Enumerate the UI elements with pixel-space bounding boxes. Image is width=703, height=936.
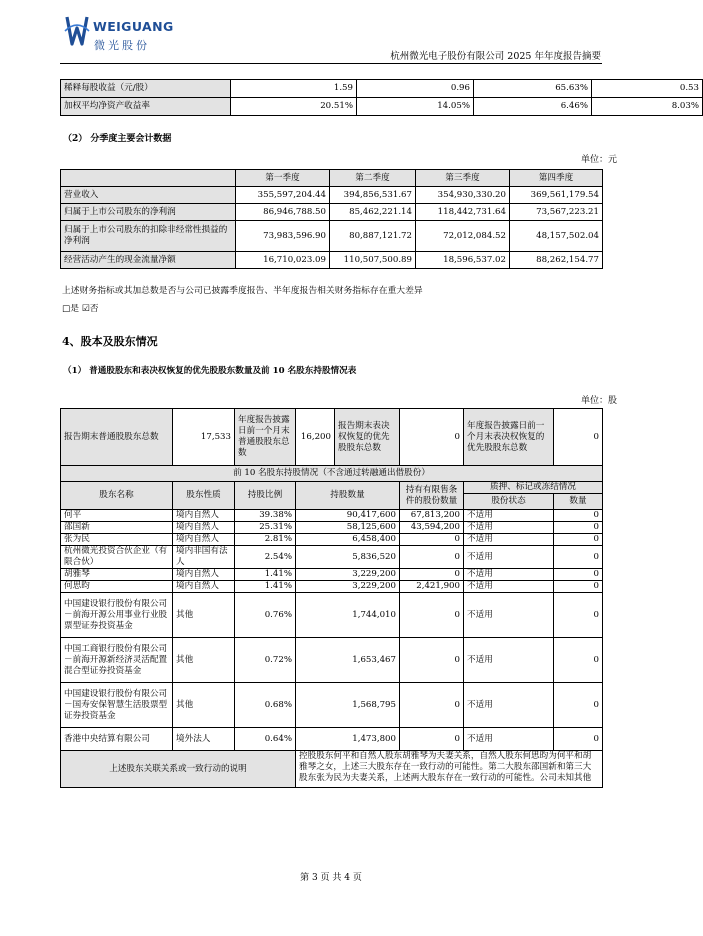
cell: 0.53 — [592, 80, 703, 98]
shareholders-table — [60, 408, 603, 788]
holder-restricted: 67,813,200 — [400, 510, 464, 522]
cell: 8.03% — [592, 98, 703, 116]
holder-status: 不适用 — [464, 593, 554, 638]
holder-restricted: 43,594,200 — [400, 522, 464, 534]
eps-table — [60, 79, 703, 116]
holder-ratio: 0.68% — [235, 683, 296, 728]
holder-restricted: 0 — [400, 534, 464, 546]
cell: 48,157,502.04 — [510, 221, 603, 252]
table-row — [61, 80, 703, 98]
table-row — [61, 204, 603, 221]
holder-ratio: 1.41% — [235, 581, 296, 593]
relation-text: 控股股东何平和自然人股东胡雅琴为夫妻关系，自然人股东何思昀为何平和胡雅琴之女，上述三大股东存在一致行动的可能性。第二大股东邵国新和第三大股东张为民为夫妻关系，上述两大股东存在一致行动的可能性。公司未知其他 — [296, 751, 603, 788]
column-header: 持有有限售条件的股份数量 — [400, 482, 464, 510]
cell: 1.59 — [231, 80, 357, 98]
holder-restricted: 0 — [400, 638, 464, 683]
column-header: 持股比例 — [235, 482, 296, 510]
holder-name: 杭州微光投资合伙企业（有限合伙） — [61, 546, 173, 569]
row-label: 稀释每股收益（元/股） — [61, 80, 231, 98]
cell: 6.46% — [474, 98, 592, 116]
summary-value: 0 — [554, 409, 603, 466]
cell: 65.63% — [474, 80, 592, 98]
holder-amount: 0 — [554, 534, 603, 546]
holder-amount: 0 — [554, 569, 603, 581]
cell: 85,462,221.14 — [330, 204, 416, 221]
holder-qty: 3,229,200 — [296, 581, 400, 593]
holder-nature: 其他 — [173, 683, 235, 728]
holder-status: 不适用 — [464, 581, 554, 593]
table-row — [61, 683, 603, 728]
holder-status: 不适用 — [464, 510, 554, 522]
holder-name: 中国建设银行股份有限公司－前海开源公用事业行业股票型证券投资基金 — [61, 593, 173, 638]
column-header: 持股数量 — [296, 482, 400, 510]
holder-nature: 其他 — [173, 638, 235, 683]
quarterly-heading: （2） 分季度主要会计数据 — [63, 134, 172, 144]
table-header-row — [61, 170, 603, 187]
column-header: 股份状态 — [464, 494, 554, 510]
summary-value: 17,533 — [173, 409, 235, 466]
row-label: 营业收入 — [61, 187, 236, 204]
cell: 0.96 — [357, 80, 474, 98]
cell: 73,567,223.21 — [510, 204, 603, 221]
table-row — [61, 728, 603, 751]
header-empty — [61, 170, 236, 187]
summary-label: 报告期末表决权恢复的优先股股东总数 — [335, 409, 400, 466]
holder-ratio: 39.38% — [235, 510, 296, 522]
discrepancy-answer: □是 ☑否 — [62, 304, 99, 314]
column-header: 股东名称 — [61, 482, 173, 510]
holder-amount: 0 — [554, 581, 603, 593]
holder-qty: 90,417,600 — [296, 510, 400, 522]
table-row — [61, 252, 603, 269]
holder-ratio: 2.81% — [235, 534, 296, 546]
holder-status: 不适用 — [464, 728, 554, 751]
holder-ratio: 0.64% — [235, 728, 296, 751]
table-header-row — [61, 482, 603, 494]
relation-row — [61, 751, 603, 788]
holder-name: 香港中央结算有限公司 — [61, 728, 173, 751]
column-header: 第四季度 — [510, 170, 603, 187]
holder-ratio: 2.54% — [235, 546, 296, 569]
holder-amount: 0 — [554, 638, 603, 683]
holder-restricted: 0 — [400, 569, 464, 581]
column-header: 数量 — [554, 494, 603, 510]
holder-ratio: 0.76% — [235, 593, 296, 638]
holder-ratio: 0.72% — [235, 638, 296, 683]
table-row — [61, 638, 603, 683]
shareholders-unit: 单位：股 — [580, 396, 617, 406]
holder-name: 张为民 — [61, 534, 173, 546]
logo-english-text: WEIGUANG — [93, 19, 174, 34]
table-row — [61, 569, 603, 581]
summary-value: 0 — [400, 409, 464, 466]
holder-restricted: 0 — [400, 593, 464, 638]
holder-nature: 境内非国有法人 — [173, 546, 235, 569]
holder-name: 何平 — [61, 510, 173, 522]
cell: 16,710,023.09 — [236, 252, 330, 269]
column-header: 第二季度 — [330, 170, 416, 187]
quarterly-unit: 单位：元 — [580, 155, 617, 165]
holder-nature: 境内自然人 — [173, 534, 235, 546]
table-row — [61, 510, 603, 522]
cell: 369,561,179.54 — [510, 187, 603, 204]
holder-qty: 1,473,800 — [296, 728, 400, 751]
table-row — [61, 187, 603, 204]
holder-amount: 0 — [554, 522, 603, 534]
holder-nature: 境内自然人 — [173, 522, 235, 534]
holder-status: 不适用 — [464, 534, 554, 546]
holder-qty: 58,125,600 — [296, 522, 400, 534]
holder-amount: 0 — [554, 546, 603, 569]
holder-name: 何思昀 — [61, 581, 173, 593]
summary-value: 16,200 — [296, 409, 335, 466]
summary-row — [61, 409, 603, 466]
subsection-title: （1） 普通股股东和表决权恢复的优先股股东数量及前 10 名股东持股情况表 — [63, 366, 357, 376]
holder-ratio: 1.41% — [235, 569, 296, 581]
column-header: 质押、标记或冻结情况 — [464, 482, 603, 494]
holder-status: 不适用 — [464, 683, 554, 728]
top10-title-row — [61, 466, 603, 482]
row-label: 归属于上市公司股东的净利润 — [61, 204, 236, 221]
weiguang-logo-icon — [64, 14, 90, 48]
cell: 355,597,204.44 — [236, 187, 330, 204]
summary-label: 报告期末普通股股东总数 — [61, 409, 173, 466]
holder-restricted: 0 — [400, 683, 464, 728]
holder-amount: 0 — [554, 728, 603, 751]
holder-qty: 1,744,010 — [296, 593, 400, 638]
table-row — [61, 534, 603, 546]
section-title: 4、股本及股东情况 — [62, 335, 158, 348]
table-row — [61, 546, 603, 569]
holder-restricted: 2,421,900 — [400, 581, 464, 593]
holder-ratio: 25.31% — [235, 522, 296, 534]
holder-status: 不适用 — [464, 522, 554, 534]
cell: 80,887,121.72 — [330, 221, 416, 252]
quarterly-table — [60, 169, 603, 269]
holder-status: 不适用 — [464, 569, 554, 581]
cell: 110,507,500.89 — [330, 252, 416, 269]
row-label: 经营活动产生的现金流量净额 — [61, 252, 236, 269]
summary-label: 年度报告披露日前一个月末表决权恢复的优先股股东总数 — [464, 409, 554, 466]
page-number: 第 3 页 共 4 页 — [300, 873, 362, 883]
holder-name: 中国建设银行股份有限公司－国寿安保智慧生活股票型证券投资基金 — [61, 683, 173, 728]
holder-nature: 境内自然人 — [173, 581, 235, 593]
column-header: 第三季度 — [416, 170, 510, 187]
logo-chinese-text: 微光股份 — [94, 39, 150, 52]
holder-amount: 0 — [554, 593, 603, 638]
holder-restricted: 0 — [400, 546, 464, 569]
table-row — [61, 593, 603, 638]
cell: 20.51% — [231, 98, 357, 116]
holder-nature: 其他 — [173, 593, 235, 638]
cell: 88,262,154.77 — [510, 252, 603, 269]
holder-amount: 0 — [554, 683, 603, 728]
holder-amount: 0 — [554, 510, 603, 522]
holder-restricted: 0 — [400, 728, 464, 751]
cell: 18,596,537.02 — [416, 252, 510, 269]
column-header: 股东性质 — [173, 482, 235, 510]
cell: 72,012,084.52 — [416, 221, 510, 252]
table-row — [61, 98, 703, 116]
row-label: 加权平均净资产收益率 — [61, 98, 231, 116]
holder-nature: 境内自然人 — [173, 569, 235, 581]
row-label: 归属于上市公司股东的扣除非经常性损益的净利润 — [61, 221, 236, 252]
cell: 86,946,788.50 — [236, 204, 330, 221]
cell: 73,983,596.90 — [236, 221, 330, 252]
holder-qty: 3,229,200 — [296, 569, 400, 581]
summary-label: 年度报告披露日前一个月末普通股股东总数 — [235, 409, 296, 466]
cell: 14.05% — [357, 98, 474, 116]
holder-status: 不适用 — [464, 638, 554, 683]
top10-title: 前 10 名股东持股情况（不含通过转融通出借股份） — [61, 466, 603, 482]
company-logo — [64, 14, 174, 54]
cell: 394,856,531.67 — [330, 187, 416, 204]
header-rule — [60, 63, 602, 64]
relation-label: 上述股东关联关系或一致行动的说明 — [61, 751, 296, 788]
holder-name: 胡雅琴 — [61, 569, 173, 581]
holder-name: 邵国新 — [61, 522, 173, 534]
cell: 118,442,731.64 — [416, 204, 510, 221]
table-row — [61, 581, 603, 593]
holder-qty: 5,836,520 — [296, 546, 400, 569]
holder-nature: 境内自然人 — [173, 510, 235, 522]
cell: 354,930,330.20 — [416, 187, 510, 204]
holder-qty: 1,653,467 — [296, 638, 400, 683]
table-row — [61, 522, 603, 534]
discrepancy-note: 上述财务指标或其加总数是否与公司已披露季度报告、半年度报告相关财务指标存在重大差异 — [62, 286, 423, 296]
column-header: 第一季度 — [236, 170, 330, 187]
report-title: 杭州微光电子股份有限公司 2025 年年度报告摘要 — [390, 51, 601, 62]
holder-qty: 6,458,400 — [296, 534, 400, 546]
holder-nature: 境外法人 — [173, 728, 235, 751]
holder-status: 不适用 — [464, 546, 554, 569]
holder-qty: 1,568,795 — [296, 683, 400, 728]
table-row — [61, 221, 603, 252]
holder-name: 中国工商银行股份有限公司－前海开源新经济灵活配置混合型证券投资基金 — [61, 638, 173, 683]
